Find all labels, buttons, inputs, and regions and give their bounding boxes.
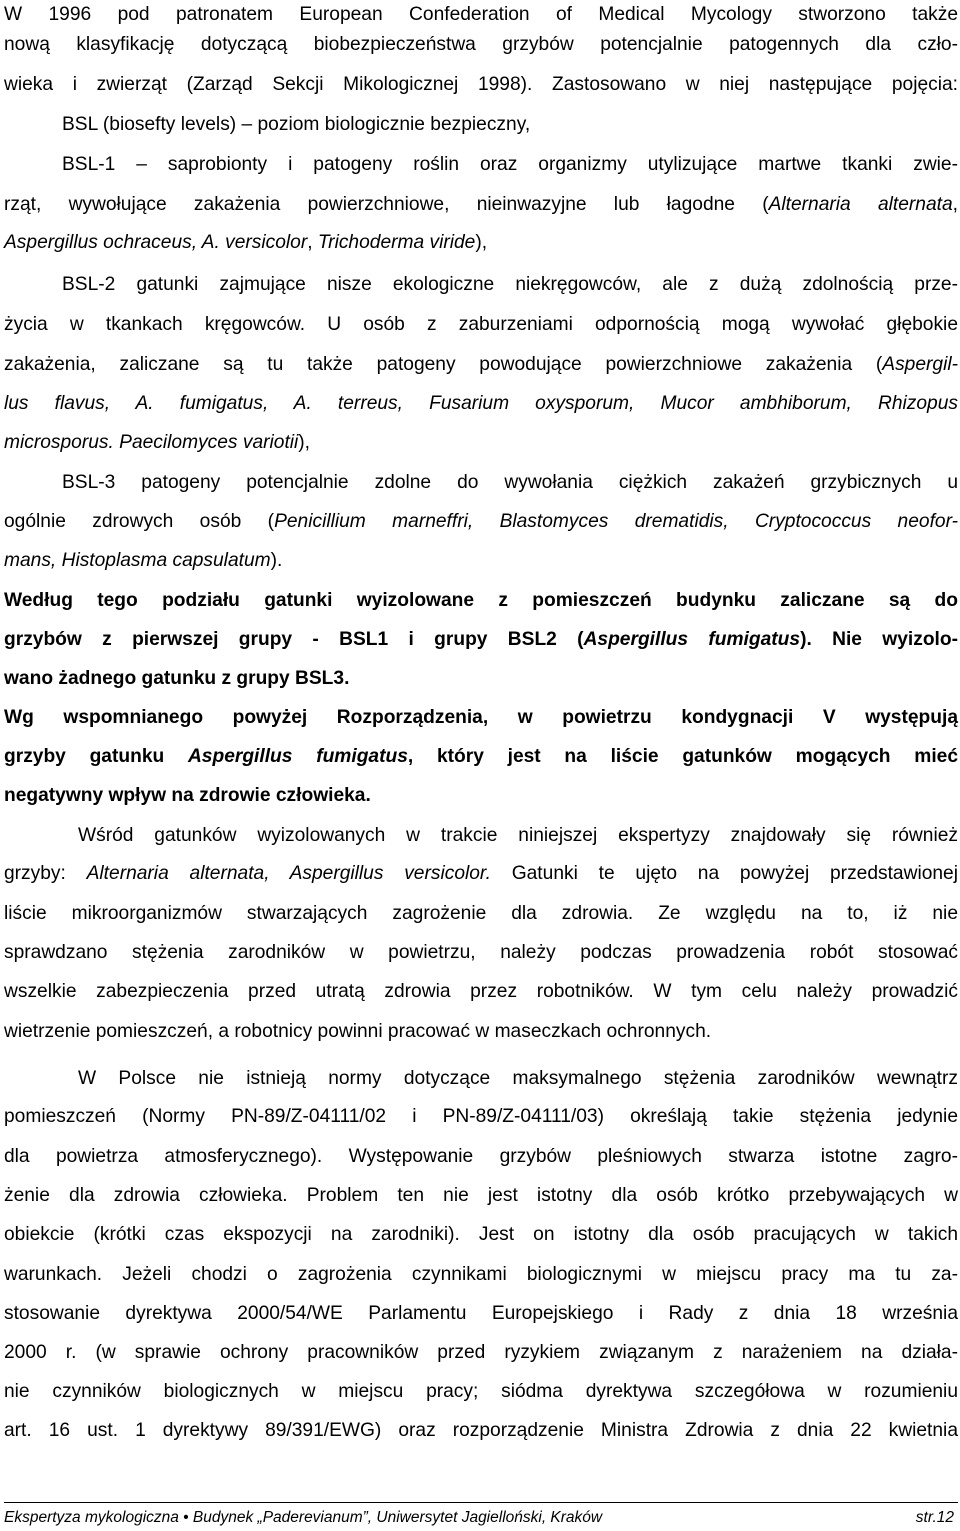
text-segment: Aspergillus fumigatus xyxy=(187,746,408,767)
text-segment: Wśród gatunków wyizolowanych w trakcie niniejszej ekspertyzy znajdowały się również xyxy=(78,825,958,846)
text-line xyxy=(4,977,958,1007)
footer-text: Ekspertyza mykologiczna • Budynek „Paderevianum”, Uniwersytet Jagielloński, Kraków xyxy=(4,1509,603,1526)
text-segment: , który jest na liście gatunków mogących mieć xyxy=(407,746,958,767)
text-line xyxy=(62,150,958,180)
text-line xyxy=(4,546,958,576)
text-line xyxy=(4,1102,958,1132)
text-segment: Wg wspomnianego powyżej Rozporządzenia, w powietrzu kondygnacji V występują xyxy=(4,707,958,728)
page-footer xyxy=(4,1502,958,1529)
text-line xyxy=(4,781,958,811)
text-segment: Alternaria alternata xyxy=(768,194,953,215)
text-line xyxy=(4,625,958,655)
text-line xyxy=(4,389,958,419)
text-line xyxy=(4,1377,958,1407)
text-segment: Alternaria alternata, Aspergillus versicolor. xyxy=(86,863,491,884)
text-segment: Według tego podziału gatunki wyizolowane z pomieszczeń budynku zaliczane są do xyxy=(4,590,958,611)
text-segment: życia w tkankach kręgowców. U osób z zaburzeniami odpornością mogą wywołać głębokie xyxy=(4,314,958,335)
text-line xyxy=(4,190,958,220)
text-segment: liście mikroorganizmów stwarzających zagrożenie dla zdrowia. Ze względu na to, iż nie xyxy=(4,903,958,924)
text-segment: grzyby: xyxy=(4,863,87,884)
text-line xyxy=(78,1064,958,1094)
text-segment: BSL-3 patogeny potencjalnie zdolne do wywołania ciężkich zakażeń grzybicznych u xyxy=(62,472,958,493)
text-segment: Aspergillus ochraceus, A. versicolor xyxy=(4,232,308,253)
text-segment: ), xyxy=(298,432,311,453)
text-segment: Trichoderma viride xyxy=(317,232,476,253)
text-line xyxy=(4,310,958,340)
text-line xyxy=(4,70,958,100)
text-segment: pomieszczeń (Normy PN-89/Z-04111/02 i PN-89/Z-04111/03) określają takie stężenia jedynie xyxy=(4,1106,958,1127)
text-line xyxy=(4,586,958,616)
text-line xyxy=(62,468,958,498)
text-line xyxy=(4,0,958,30)
text-segment: nową klasyfikację dotyczącą biobezpieczeństwa grzybów potencjalnie patogennych dla czło- xyxy=(4,34,958,55)
text-segment: grzyby gatunku xyxy=(4,746,188,767)
text-segment: BSL-1 – saprobionty i patogeny roślin oraz organizmy utylizujące martwe tkanki zwie- xyxy=(62,154,958,175)
text-segment: art. 16 ust. 1 dyrektywy 89/391/EWG) oraz rozporządzenie Ministra Zdrowia z dnia 22 kwietnia xyxy=(4,1420,958,1441)
text-line xyxy=(4,1299,958,1329)
text-segment: warunkach. Jeżeli chodzi o zagrożenia czynnikami biologicznymi w miejscu pracy ma tu za- xyxy=(4,1264,958,1285)
text-segment: wano żadnego gatunku z grupy BSL3. xyxy=(4,668,350,689)
text-segment: zakażenia, zaliczane są tu także patogeny powodujące powierzchniowe zakażenia ( xyxy=(4,354,883,375)
text-line xyxy=(4,1338,958,1368)
text-segment: rząt, wywołujące zakażenia powierzchniowe, nieinwazyjne lub łagodne ( xyxy=(4,194,769,215)
text-segment: ogólnie zdrowych osób ( xyxy=(4,511,275,532)
text-segment: wszelkie zabezpieczenia przed utratą zdrowia przez robotników. W tym celu należy prowadzić xyxy=(4,981,958,1002)
text-line xyxy=(4,228,958,258)
text-segment: wietrzenie pomieszczeń, a robotnicy powinni pracować w maseczkach ochronnych. xyxy=(4,1021,712,1042)
text-segment: 2000 r. (w sprawie ochrony pracowników przed ryzykiem związanym z narażeniem na działa- xyxy=(4,1342,958,1363)
text-line xyxy=(4,1181,958,1211)
text-line xyxy=(4,1220,958,1250)
text-segment: mans, Histoplasma capsulatum xyxy=(4,550,271,571)
text-segment: grzybów z pierwszej grupy - BSL1 i grupy BSL2 ( xyxy=(4,629,584,650)
text-segment: nie czynników biologicznych w miejscu pracy; siódma dyrektywa szczegółowa w rozumieniu xyxy=(4,1381,958,1402)
text-segment: lus flavus, A. fumigatus, A. terreus, Fusarium oxysporum, Mucor ambhiborum, Rhizopus xyxy=(4,393,958,414)
text-line xyxy=(4,30,958,60)
text-line xyxy=(4,1260,958,1290)
text-line xyxy=(4,507,958,537)
text-segment: W Polsce nie istnieją normy dotyczące maksymalnego stężenia zarodników wewnątrz xyxy=(78,1068,958,1089)
text-line xyxy=(4,899,958,929)
text-line xyxy=(4,938,958,968)
text-segment: negatywny wpływ na zdrowie człowieka. xyxy=(4,785,371,806)
text-segment: ). xyxy=(270,550,283,571)
text-segment: microsporus. Paecilomyces variotii xyxy=(4,432,299,453)
text-segment: żenie dla zdrowia człowieka. Problem ten nie jest istotny dla osób krótko przebywających w xyxy=(4,1185,958,1206)
text-line xyxy=(62,110,958,140)
text-line xyxy=(78,821,958,851)
text-segment: sprawdzano stężenia zarodników w powietrzu, należy podczas prowadzenia robót stosować xyxy=(4,942,958,963)
page-number: str.12 xyxy=(915,1509,954,1526)
text-segment: dla powietrza atmosferycznego). Występowanie grzybów pleśniowych stwarza istotne zagro- xyxy=(4,1146,958,1167)
text-segment: ), xyxy=(475,232,488,253)
text-line xyxy=(4,664,958,694)
text-line xyxy=(4,742,958,772)
text-line xyxy=(4,1416,958,1446)
text-segment: W 1996 pod patronatem European Confederation of Medical Mycology stworzono także xyxy=(4,4,958,25)
text-segment: wieka i zwierząt (Zarząd Sekcji Mikologicznej 1998). Zastosowano w niej następujące pojęcia: xyxy=(4,74,958,95)
text-line xyxy=(4,1142,958,1172)
text-line xyxy=(4,703,958,733)
text-line xyxy=(62,270,958,300)
text-segment: Aspergil- xyxy=(882,354,958,375)
text-line xyxy=(4,350,958,380)
text-segment: , xyxy=(307,232,318,253)
text-segment: BSL (biosefty levels) – poziom biologicznie bezpieczny, xyxy=(62,114,531,135)
text-segment: ). Nie wyizolo- xyxy=(800,629,958,650)
text-segment: Aspergillus fumigatus xyxy=(583,629,801,650)
text-line xyxy=(4,428,958,458)
text-segment: , xyxy=(952,194,958,215)
text-line xyxy=(4,1017,958,1047)
text-line xyxy=(4,859,958,889)
text-segment: obiekcie (krótki czas ekspozycji na zarodniki). Jest on istotny dla osób pracujących w takich xyxy=(4,1224,958,1245)
text-segment: BSL-2 gatunki zajmujące nisze ekologiczne niekręgowców, ale z dużą zdolnością prze- xyxy=(62,274,958,295)
text-segment: Penicillium marneffri, Blastomyces drematidis, Cryptococcus neofor- xyxy=(274,511,959,532)
text-segment: stosowanie dyrektywa 2000/54/WE Parlamentu Europejskiego i Rady z dnia 18 września xyxy=(4,1303,958,1324)
text-segment: Gatunki te ujęto na powyżej przedstawionej xyxy=(490,863,958,884)
